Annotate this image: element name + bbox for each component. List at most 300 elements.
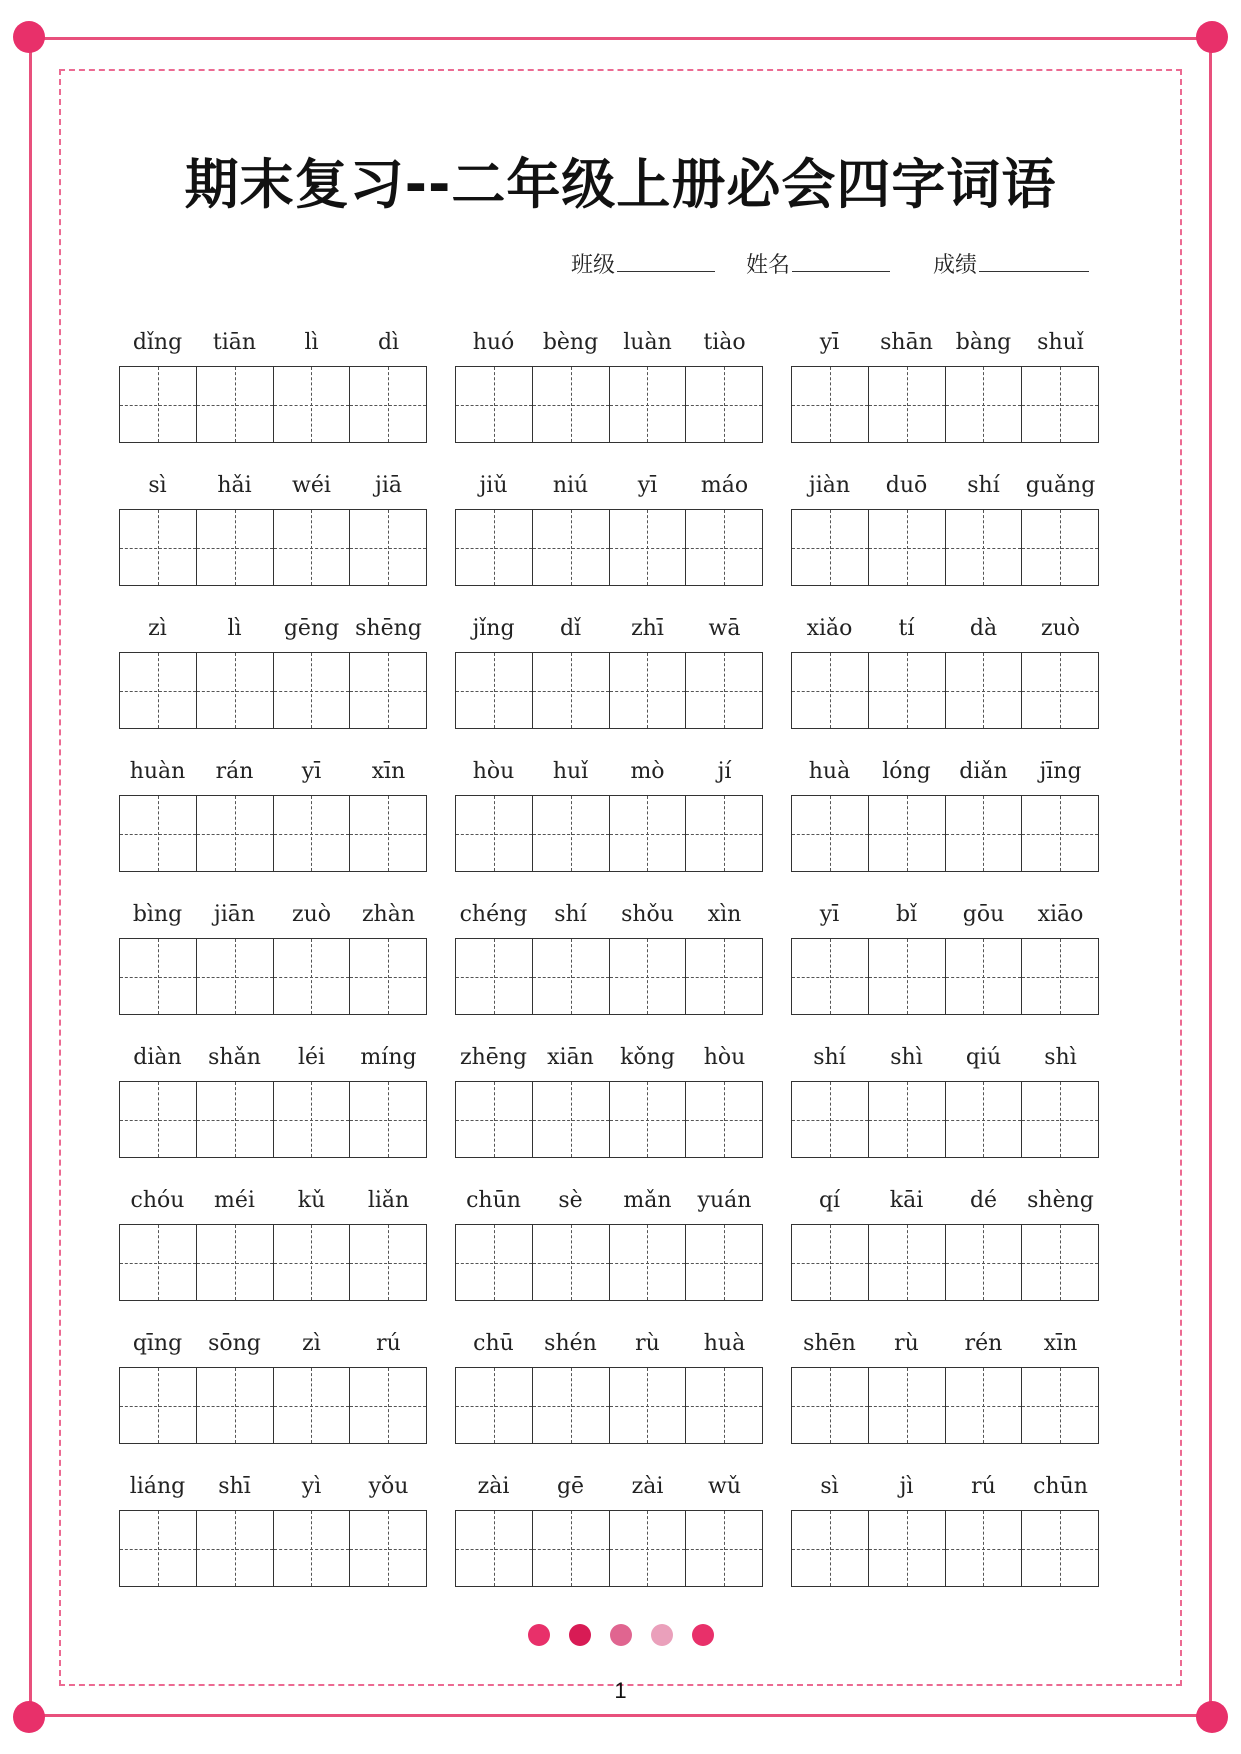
tianzige-cell[interactable] bbox=[196, 1511, 273, 1586]
pinyin-row bbox=[119, 1041, 427, 1075]
pinyin-syllable: chóu bbox=[130, 1188, 185, 1213]
pinyin-syllable: chéng bbox=[459, 902, 528, 927]
writing-box-row bbox=[119, 366, 427, 443]
pinyin-row bbox=[455, 755, 763, 789]
pinyin-syllable: lì bbox=[227, 616, 242, 641]
writing-box-row bbox=[455, 938, 763, 1015]
tianzige-cell[interactable] bbox=[1021, 653, 1098, 728]
tianzige-cell[interactable] bbox=[349, 510, 426, 585]
tianzige-cell[interactable] bbox=[196, 510, 273, 585]
pinyin-row bbox=[791, 898, 1099, 932]
word-group bbox=[791, 755, 1099, 872]
pinyin-syllable: míng bbox=[360, 1045, 417, 1070]
tianzige-cell[interactable] bbox=[349, 1225, 426, 1300]
pinyin-syllable: qiú bbox=[965, 1045, 1002, 1070]
pinyin-syllable: zhī bbox=[631, 616, 664, 641]
tianzige-cell[interactable] bbox=[792, 1511, 868, 1586]
pinyin-syllable: shēng bbox=[355, 616, 422, 641]
word-group bbox=[119, 469, 427, 586]
pinyin-syllable: sè bbox=[558, 1188, 583, 1213]
pinyin-syllable: kāi bbox=[889, 1188, 924, 1213]
writing-box-row bbox=[791, 366, 1099, 443]
tianzige-cell[interactable] bbox=[868, 1225, 945, 1300]
pinyin-syllable: liáng bbox=[129, 1474, 186, 1499]
corner-dot-top-right bbox=[1196, 21, 1228, 53]
pinyin-syllable: qīng bbox=[132, 1331, 183, 1356]
writing-box-row bbox=[455, 1081, 763, 1158]
pinyin-syllable: yī bbox=[301, 759, 322, 784]
tianzige-cell[interactable] bbox=[945, 1225, 1022, 1300]
word-group bbox=[791, 898, 1099, 1015]
pinyin-syllable: huǐ bbox=[552, 759, 589, 784]
tianzige-cell[interactable] bbox=[685, 796, 762, 871]
pinyin-syllable: rán bbox=[215, 759, 254, 784]
pinyin-row bbox=[791, 1184, 1099, 1218]
pinyin-syllable: zì bbox=[148, 616, 167, 641]
tianzige-cell[interactable] bbox=[456, 1511, 532, 1586]
pinyin-syllable: rén bbox=[964, 1331, 1003, 1356]
pinyin-syllable: rù bbox=[635, 1331, 660, 1356]
tianzige-cell[interactable] bbox=[609, 653, 686, 728]
tianzige-cell[interactable] bbox=[685, 367, 762, 442]
pinyin-syllable: dǐ bbox=[559, 616, 582, 641]
word-group bbox=[455, 469, 763, 586]
class-label: 班级 bbox=[571, 253, 616, 278]
tianzige-cell[interactable] bbox=[609, 796, 686, 871]
writing-box-row bbox=[455, 366, 763, 443]
pinyin-syllable: rú bbox=[376, 1331, 401, 1356]
pinyin-syllable: tiān bbox=[212, 330, 257, 355]
tianzige-cell[interactable] bbox=[609, 510, 686, 585]
word-group bbox=[791, 326, 1099, 443]
tianzige-cell[interactable] bbox=[868, 653, 945, 728]
pinyin-syllable: shǎn bbox=[208, 1045, 261, 1070]
writing-box-row bbox=[791, 1224, 1099, 1301]
pinyin-syllable: guǎng bbox=[1025, 473, 1096, 498]
tianzige-cell[interactable] bbox=[532, 1368, 609, 1443]
pinyin-syllable: jì bbox=[899, 1474, 914, 1499]
writing-box-row bbox=[791, 938, 1099, 1015]
pinyin-syllable: shèng bbox=[1027, 1188, 1094, 1213]
writing-box-row bbox=[791, 1367, 1099, 1444]
pinyin-syllable: rú bbox=[971, 1474, 996, 1499]
pinyin-row bbox=[455, 469, 763, 503]
pinyin-row bbox=[791, 755, 1099, 789]
tianzige-cell[interactable] bbox=[273, 1368, 350, 1443]
pinyin-syllable: rù bbox=[894, 1331, 919, 1356]
tianzige-cell[interactable] bbox=[120, 653, 196, 728]
pinyin-syllable: wā bbox=[708, 616, 741, 641]
tianzige-cell[interactable] bbox=[120, 939, 196, 1014]
tianzige-cell[interactable] bbox=[792, 1082, 868, 1157]
page-number: 1 bbox=[614, 1678, 627, 1703]
tianzige-cell[interactable] bbox=[609, 939, 686, 1014]
pinyin-syllable: liǎn bbox=[367, 1188, 410, 1213]
pinyin-syllable: shī bbox=[218, 1474, 251, 1499]
pinyin-syllable: chūn bbox=[466, 1188, 521, 1213]
word-group bbox=[119, 755, 427, 872]
pinyin-syllable: shuǐ bbox=[1037, 330, 1084, 355]
tianzige-cell[interactable] bbox=[349, 796, 426, 871]
tianzige-cell[interactable] bbox=[532, 367, 609, 442]
pinyin-syllable: yī bbox=[637, 473, 658, 498]
tianzige-cell[interactable] bbox=[792, 653, 868, 728]
tianzige-cell[interactable] bbox=[532, 1225, 609, 1300]
word-group bbox=[119, 1470, 427, 1587]
page-title: 期末复习--二年级上册必会四字词语 bbox=[184, 153, 1057, 216]
tianzige-cell[interactable] bbox=[1021, 1082, 1098, 1157]
pinyin-row bbox=[791, 326, 1099, 360]
tianzige-cell[interactable] bbox=[685, 653, 762, 728]
pinyin-syllable: yǒu bbox=[368, 1474, 409, 1499]
tianzige-cell[interactable] bbox=[120, 367, 196, 442]
pinyin-syllable: dǐng bbox=[132, 330, 183, 355]
tianzige-cell[interactable] bbox=[273, 1511, 350, 1586]
pinyin-syllable: shí bbox=[554, 902, 587, 927]
score-field bbox=[933, 248, 1089, 279]
pinyin-syllable: jí bbox=[717, 759, 732, 784]
pinyin-syllable: zhàn bbox=[361, 902, 416, 927]
tianzige-cell[interactable] bbox=[273, 653, 350, 728]
score-label: 成绩 bbox=[933, 253, 978, 278]
tianzige-cell[interactable] bbox=[945, 1511, 1022, 1586]
name-blank[interactable] bbox=[792, 249, 890, 272]
tianzige-cell[interactable] bbox=[456, 367, 532, 442]
pinyin-row bbox=[455, 1041, 763, 1075]
pinyin-syllable: gē bbox=[556, 1474, 585, 1499]
pinyin-syllable: shén bbox=[544, 1331, 597, 1356]
writing-box-row bbox=[119, 1081, 427, 1158]
tianzige-cell[interactable] bbox=[609, 367, 686, 442]
word-group bbox=[119, 1327, 427, 1444]
writing-box-row bbox=[455, 1510, 763, 1587]
pinyin-row bbox=[119, 1184, 427, 1218]
tianzige-cell[interactable] bbox=[196, 939, 273, 1014]
word-group bbox=[791, 1041, 1099, 1158]
tianzige-cell[interactable] bbox=[945, 1082, 1022, 1157]
tianzige-cell[interactable] bbox=[609, 1082, 686, 1157]
pinyin-syllable: bǐ bbox=[895, 902, 918, 927]
word-group bbox=[455, 898, 763, 1015]
pinyin-syllable: gēng bbox=[283, 616, 340, 641]
corner-dot-bottom-left bbox=[13, 1701, 45, 1733]
writing-box-row bbox=[791, 1510, 1099, 1587]
tianzige-cell[interactable] bbox=[1021, 367, 1098, 442]
pinyin-row bbox=[455, 1327, 763, 1361]
pinyin-syllable: chūn bbox=[1033, 1474, 1088, 1499]
tianzige-cell[interactable] bbox=[196, 1225, 273, 1300]
pinyin-syllable: diàn bbox=[133, 1045, 182, 1070]
class-blank[interactable] bbox=[617, 249, 715, 272]
pinyin-syllable: niú bbox=[552, 473, 589, 498]
pinyin-row bbox=[791, 1470, 1099, 1504]
tianzige-cell[interactable] bbox=[945, 796, 1022, 871]
tianzige-cell[interactable] bbox=[120, 1511, 196, 1586]
word-group bbox=[791, 469, 1099, 586]
tianzige-cell[interactable] bbox=[120, 510, 196, 585]
pinyin-syllable: qí bbox=[818, 1188, 841, 1213]
writing-box-row bbox=[791, 795, 1099, 872]
word-group bbox=[455, 1470, 763, 1587]
pinyin-row bbox=[791, 612, 1099, 646]
word-group bbox=[455, 326, 763, 443]
pinyin-row bbox=[119, 1327, 427, 1361]
tianzige-cell[interactable] bbox=[120, 1368, 196, 1443]
writing-box-row bbox=[455, 509, 763, 586]
pinyin-syllable: jiǔ bbox=[479, 473, 508, 498]
tianzige-cell[interactable] bbox=[945, 653, 1022, 728]
tianzige-cell[interactable] bbox=[456, 1225, 532, 1300]
pinyin-syllable: diǎn bbox=[959, 759, 1008, 784]
writing-box-row bbox=[455, 1224, 763, 1301]
pinyin-syllable: xiǎo bbox=[806, 616, 853, 641]
pinyin-syllable: dà bbox=[969, 616, 998, 641]
tianzige-cell[interactable] bbox=[868, 1511, 945, 1586]
writing-box-row bbox=[791, 509, 1099, 586]
tianzige-cell[interactable] bbox=[792, 367, 868, 442]
tianzige-cell[interactable] bbox=[868, 939, 945, 1014]
tianzige-cell[interactable] bbox=[196, 1368, 273, 1443]
pinyin-syllable: bàng bbox=[955, 330, 1012, 355]
dot-5 bbox=[692, 1624, 714, 1646]
tianzige-cell[interactable] bbox=[456, 653, 532, 728]
tianzige-cell[interactable] bbox=[868, 1368, 945, 1443]
pinyin-syllable: mǎn bbox=[623, 1188, 672, 1213]
tianzige-cell[interactable] bbox=[1021, 939, 1098, 1014]
pinyin-row bbox=[791, 1041, 1099, 1075]
pinyin-syllable: wǔ bbox=[708, 1474, 741, 1499]
tianzige-cell[interactable] bbox=[868, 796, 945, 871]
tianzige-cell[interactable] bbox=[1021, 1511, 1098, 1586]
pinyin-syllable: máo bbox=[700, 473, 749, 498]
tianzige-cell[interactable] bbox=[456, 1368, 532, 1443]
tianzige-cell[interactable] bbox=[196, 653, 273, 728]
writing-box-row bbox=[455, 652, 763, 729]
tianzige-cell[interactable] bbox=[945, 939, 1022, 1014]
dot-2 bbox=[569, 1624, 591, 1646]
pinyin-syllable: luàn bbox=[623, 330, 672, 355]
tianzige-cell[interactable] bbox=[532, 1082, 609, 1157]
pinyin-syllable: shì bbox=[1044, 1045, 1077, 1070]
tianzige-cell[interactable] bbox=[349, 1082, 426, 1157]
tianzige-cell[interactable] bbox=[532, 510, 609, 585]
pinyin-syllable: duō bbox=[885, 473, 928, 498]
pinyin-row bbox=[119, 469, 427, 503]
pinyin-syllable: shān bbox=[880, 330, 933, 355]
tianzige-cell[interactable] bbox=[685, 1511, 762, 1586]
pinyin-row bbox=[455, 898, 763, 932]
tianzige-cell[interactable] bbox=[685, 510, 762, 585]
pinyin-syllable: lóng bbox=[882, 759, 931, 784]
tianzige-cell[interactable] bbox=[945, 510, 1022, 585]
tianzige-cell[interactable] bbox=[792, 939, 868, 1014]
writing-box-row bbox=[455, 795, 763, 872]
pinyin-syllable: jiā bbox=[375, 473, 402, 498]
pinyin-syllable: dé bbox=[969, 1188, 998, 1213]
tianzige-cell[interactable] bbox=[1021, 796, 1098, 871]
word-group bbox=[455, 612, 763, 729]
tianzige-cell[interactable] bbox=[196, 796, 273, 871]
pinyin-row bbox=[791, 469, 1099, 503]
tianzige-cell[interactable] bbox=[349, 1368, 426, 1443]
pinyin-syllable: zuò bbox=[1040, 616, 1080, 641]
word-group bbox=[119, 612, 427, 729]
pinyin-syllable: huàn bbox=[129, 759, 186, 784]
tianzige-cell[interactable] bbox=[945, 367, 1022, 442]
pinyin-syllable: zì bbox=[302, 1331, 321, 1356]
tianzige-cell[interactable] bbox=[273, 510, 350, 585]
tianzige-cell[interactable] bbox=[792, 1368, 868, 1443]
tianzige-cell[interactable] bbox=[120, 1082, 196, 1157]
tianzige-cell[interactable] bbox=[273, 796, 350, 871]
pinyin-syllable: bèng bbox=[542, 330, 599, 355]
tianzige-cell[interactable] bbox=[868, 510, 945, 585]
tianzige-cell[interactable] bbox=[868, 1082, 945, 1157]
pinyin-syllable: yī bbox=[819, 330, 840, 355]
tianzige-cell[interactable] bbox=[349, 1511, 426, 1586]
pinyin-syllable: hòu bbox=[703, 1045, 746, 1070]
tianzige-cell[interactable] bbox=[1021, 1225, 1098, 1300]
pinyin-syllable: huà bbox=[808, 759, 851, 784]
pinyin-syllable: shǒu bbox=[621, 902, 674, 927]
pinyin-row bbox=[119, 612, 427, 646]
pinyin-row bbox=[455, 1184, 763, 1218]
tianzige-cell[interactable] bbox=[349, 653, 426, 728]
pinyin-syllable: yī bbox=[819, 902, 840, 927]
corner-dot-top-left bbox=[13, 21, 45, 53]
pinyin-syllable: chū bbox=[473, 1331, 514, 1356]
writing-box-row bbox=[119, 795, 427, 872]
pinyin-syllable: gōu bbox=[962, 902, 1005, 927]
tianzige-cell[interactable] bbox=[1021, 510, 1098, 585]
corner-dot-bottom-right bbox=[1196, 1701, 1228, 1733]
score-blank[interactable] bbox=[979, 249, 1089, 272]
word-group bbox=[119, 1041, 427, 1158]
pinyin-row bbox=[455, 326, 763, 360]
pinyin-syllable: tiào bbox=[703, 330, 746, 355]
tianzige-cell[interactable] bbox=[273, 1082, 350, 1157]
tianzige-cell[interactable] bbox=[532, 653, 609, 728]
tianzige-cell[interactable] bbox=[456, 1082, 532, 1157]
tianzige-cell[interactable] bbox=[945, 1368, 1022, 1443]
tianzige-cell[interactable] bbox=[532, 1511, 609, 1586]
word-group bbox=[119, 1184, 427, 1301]
word-group bbox=[791, 612, 1099, 729]
tianzige-cell[interactable] bbox=[609, 1368, 686, 1443]
pinyin-syllable: sōng bbox=[208, 1331, 261, 1356]
pinyin-syllable: hǎi bbox=[217, 473, 252, 498]
pinyin-syllable: yì bbox=[301, 1474, 322, 1499]
writing-box-row bbox=[791, 1081, 1099, 1158]
tianzige-cell[interactable] bbox=[792, 510, 868, 585]
pinyin-syllable: zài bbox=[477, 1474, 510, 1499]
pinyin-syllable: huà bbox=[703, 1331, 746, 1356]
tianzige-cell[interactable] bbox=[685, 1082, 762, 1157]
word-group bbox=[119, 898, 427, 1015]
word-group bbox=[791, 1184, 1099, 1301]
tianzige-cell[interactable] bbox=[532, 796, 609, 871]
pinyin-syllable: méi bbox=[214, 1188, 255, 1213]
pinyin-syllable: xīn bbox=[371, 759, 406, 784]
writing-box-row bbox=[119, 1510, 427, 1587]
tianzige-cell[interactable] bbox=[349, 367, 426, 442]
word-group bbox=[455, 755, 763, 872]
tianzige-cell[interactable] bbox=[1021, 1368, 1098, 1443]
tianzige-cell[interactable] bbox=[196, 1082, 273, 1157]
pinyin-syllable: huó bbox=[472, 330, 515, 355]
pinyin-syllable: jiàn bbox=[808, 473, 851, 498]
pinyin-syllable: kǒng bbox=[620, 1045, 675, 1070]
pinyin-syllable: shì bbox=[890, 1045, 923, 1070]
tianzige-cell[interactable] bbox=[456, 939, 532, 1014]
writing-box-row bbox=[791, 652, 1099, 729]
tianzige-cell[interactable] bbox=[120, 796, 196, 871]
tianzige-cell[interactable] bbox=[792, 796, 868, 871]
writing-box-row bbox=[455, 1367, 763, 1444]
writing-box-row bbox=[119, 938, 427, 1015]
pinyin-syllable: lì bbox=[304, 330, 319, 355]
tianzige-cell[interactable] bbox=[532, 939, 609, 1014]
tianzige-cell[interactable] bbox=[456, 510, 532, 585]
pinyin-syllable: xiān bbox=[547, 1045, 594, 1070]
pinyin-row bbox=[455, 612, 763, 646]
pinyin-syllable: xīn bbox=[1043, 1331, 1078, 1356]
tianzige-cell[interactable] bbox=[792, 1225, 868, 1300]
tianzige-cell[interactable] bbox=[120, 1225, 196, 1300]
pinyin-syllable: jǐng bbox=[472, 616, 515, 641]
word-group bbox=[455, 1327, 763, 1444]
name-field bbox=[746, 248, 890, 279]
tianzige-cell[interactable] bbox=[609, 1225, 686, 1300]
pinyin-syllable: tí bbox=[898, 616, 915, 641]
writing-box-row bbox=[119, 1367, 427, 1444]
tianzige-cell[interactable] bbox=[868, 367, 945, 442]
word-group bbox=[791, 1327, 1099, 1444]
dot-1 bbox=[528, 1624, 550, 1646]
pinyin-syllable: zài bbox=[631, 1474, 664, 1499]
writing-box-row bbox=[119, 652, 427, 729]
tianzige-cell[interactable] bbox=[685, 1225, 762, 1300]
tianzige-cell[interactable] bbox=[685, 1368, 762, 1443]
pinyin-syllable: bìng bbox=[132, 902, 183, 927]
tianzige-cell[interactable] bbox=[609, 1511, 686, 1586]
pinyin-row bbox=[119, 755, 427, 789]
pinyin-row bbox=[119, 1470, 427, 1504]
writing-box-row bbox=[119, 509, 427, 586]
pinyin-syllable: wéi bbox=[292, 473, 331, 498]
word-group bbox=[119, 326, 427, 443]
tianzige-cell[interactable] bbox=[685, 939, 762, 1014]
pinyin-syllable: shēn bbox=[803, 1331, 856, 1356]
word-group bbox=[455, 1184, 763, 1301]
pinyin-row bbox=[455, 1470, 763, 1504]
pinyin-syllable: zhēng bbox=[459, 1045, 528, 1070]
pinyin-syllable: dì bbox=[377, 330, 400, 355]
decorative-dots bbox=[0, 1624, 1241, 1646]
pinyin-syllable: sì bbox=[148, 473, 167, 498]
dot-4 bbox=[651, 1624, 673, 1646]
tianzige-cell[interactable] bbox=[273, 939, 350, 1014]
pinyin-syllable: mò bbox=[630, 759, 665, 784]
tianzige-cell[interactable] bbox=[349, 939, 426, 1014]
tianzige-cell[interactable] bbox=[196, 367, 273, 442]
pinyin-syllable: hòu bbox=[472, 759, 515, 784]
pinyin-row bbox=[119, 326, 427, 360]
tianzige-cell[interactable] bbox=[273, 367, 350, 442]
pinyin-syllable: léi bbox=[297, 1045, 326, 1070]
tianzige-cell[interactable] bbox=[273, 1225, 350, 1300]
tianzige-cell[interactable] bbox=[456, 796, 532, 871]
